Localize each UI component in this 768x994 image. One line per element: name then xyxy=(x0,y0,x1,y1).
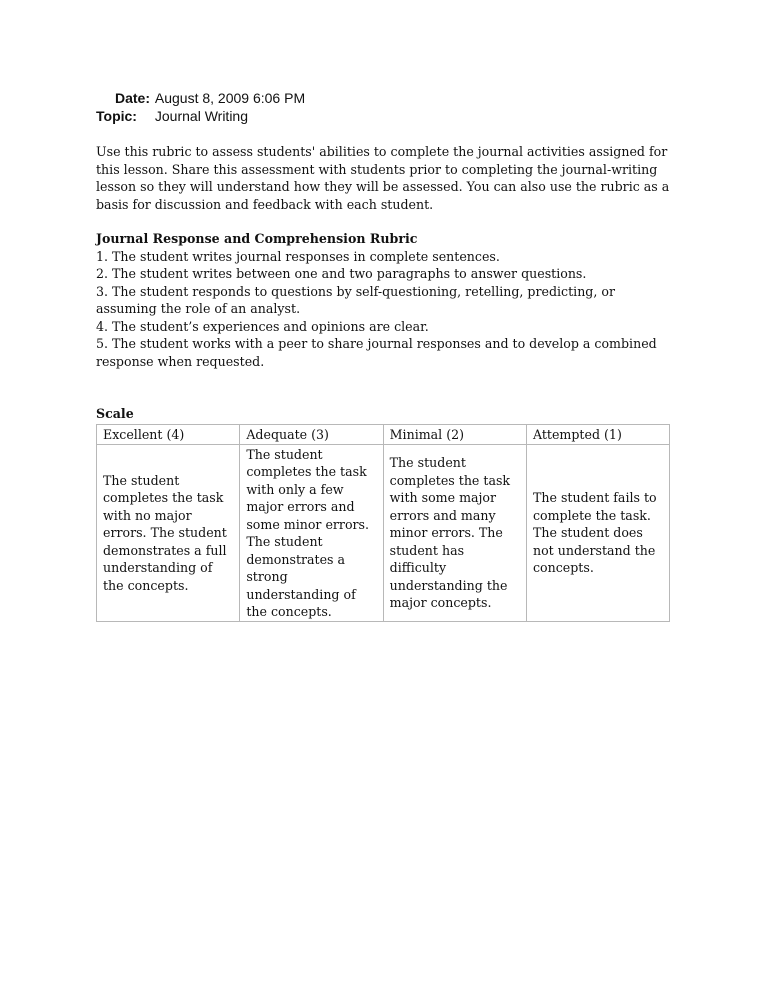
scale-title: Scale xyxy=(96,406,134,421)
rubric-list xyxy=(96,248,676,371)
topic-label: Topic: xyxy=(96,108,137,124)
date-label: Date: xyxy=(114,90,150,106)
rubric-item: 3. The student responds to questions by self-questioning, retelling, predicting, or assuming the role of an analyst. xyxy=(96,283,615,316)
rubric-section xyxy=(96,230,676,370)
intro-paragraph: Use this rubric to assess students' abilities to complete the journal activities assigned for this lesson. Share this assessment with students prior to completing the journal-writing lesson so they will understand how they will be assessed. You can also use the rubric as a basis for discussion and feedback with each student. xyxy=(96,144,670,212)
date-value: August 8, 2009 6:06 PM xyxy=(154,90,306,106)
scale-header-adequate: Adequate (3) xyxy=(240,425,383,445)
date-row xyxy=(96,89,305,107)
rubric-item: 1. The student writes journal responses in complete sentences. xyxy=(96,248,500,264)
scale-header-row xyxy=(97,425,670,445)
scale-description-row xyxy=(97,445,670,622)
rubric-item: 2. The student writes between one and two paragraphs to answer questions. xyxy=(96,266,587,281)
document-meta xyxy=(96,89,305,125)
scale-desc-minimal: The student completes the task with some major errors and many minor errors. The student has difficulty understanding the major concepts. xyxy=(383,445,526,622)
topic-row xyxy=(96,107,305,125)
scale-header-minimal: Minimal (2) xyxy=(383,425,526,445)
scale-desc-adequate: The student completes the task with only a few major errors and some minor errors. The student demonstrates a strong understanding of the concepts. xyxy=(240,445,383,622)
rubric-item: 5. The student works with a peer to share journal responses and to develop a combined response when requested. xyxy=(96,336,657,369)
scale-header-excellent: Excellent (4) xyxy=(97,425,240,445)
scale-desc-attempted: The student fails to complete the task. The student does not understand the concepts. xyxy=(526,445,669,622)
topic-value: Journal Writing xyxy=(154,108,249,124)
scale-header-attempted: Attempted (1) xyxy=(526,425,669,445)
scale-desc-excellent: The student completes the task with no major errors. The student demonstrates a full understanding of the concepts. xyxy=(97,445,240,622)
scale-table xyxy=(96,424,670,622)
rubric-title: Journal Response and Comprehension Rubric xyxy=(96,231,418,246)
rubric-item: 4. The student’s experiences and opinions are clear. xyxy=(96,318,429,334)
